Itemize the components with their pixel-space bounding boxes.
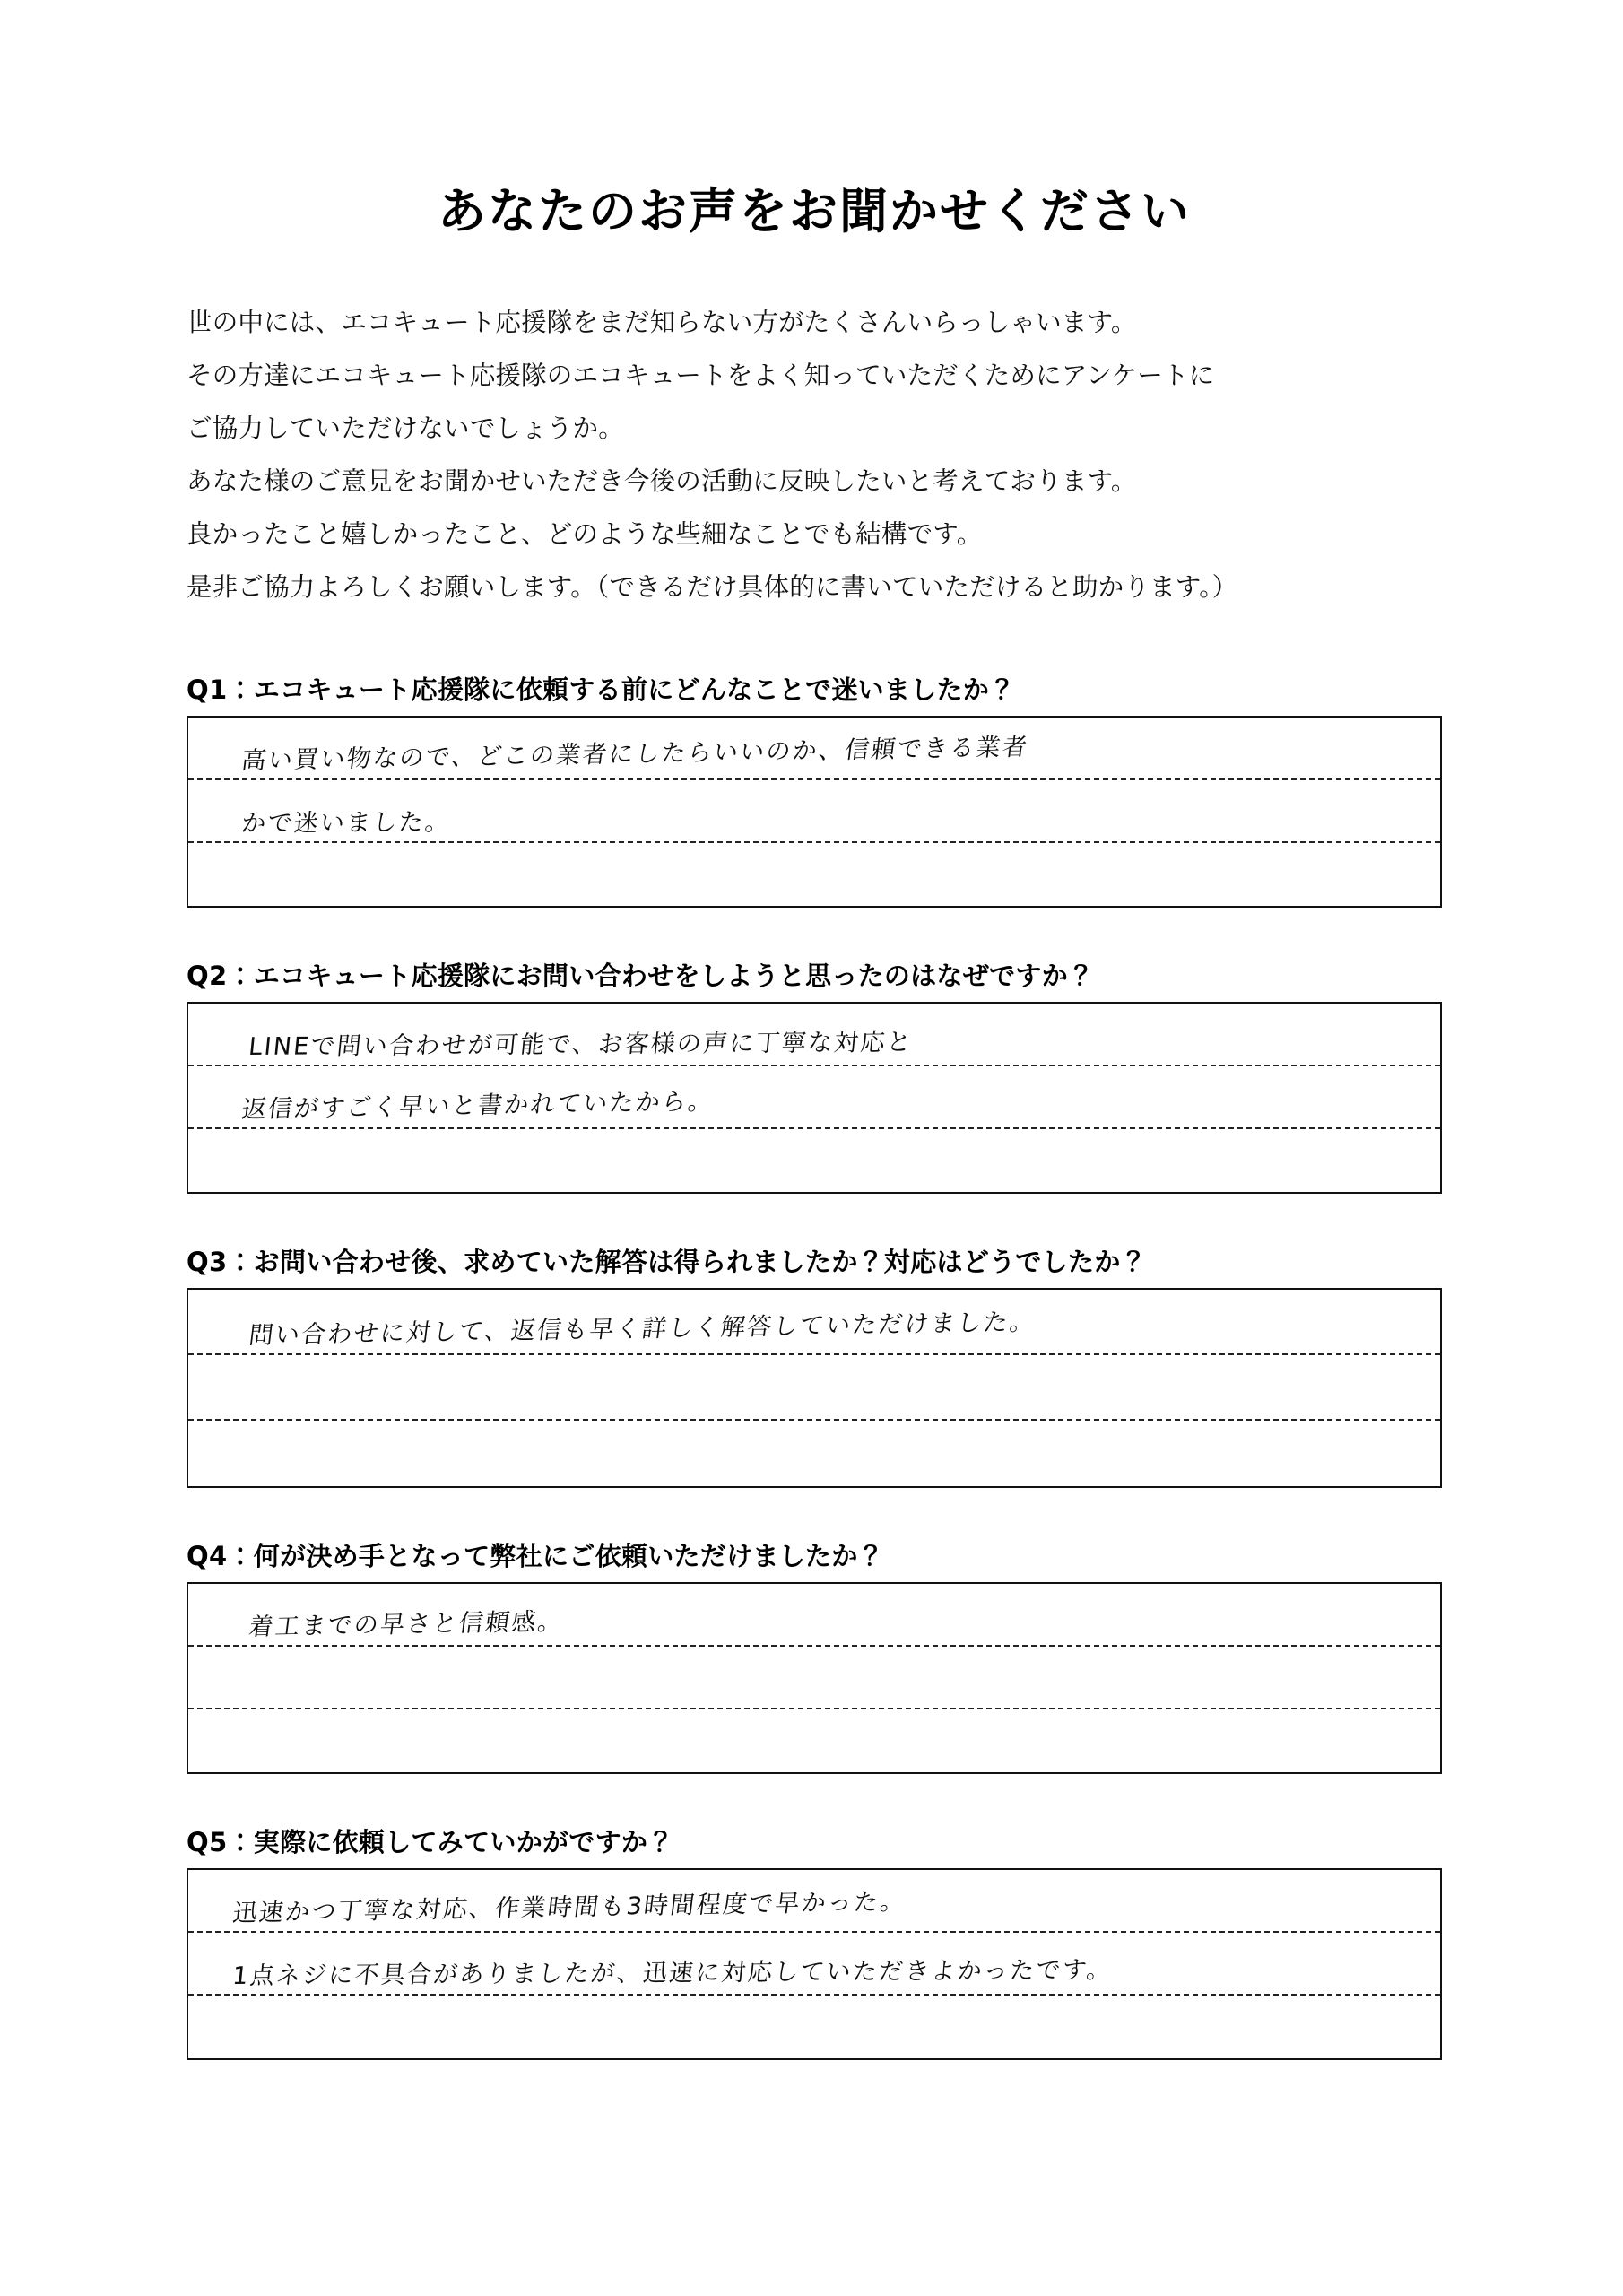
intro-line-5: 良かったこと嬉しかったこと、どのような些細なことでも結構です。 [187, 520, 983, 550]
answer-row[interactable] [188, 1933, 1440, 1996]
answer-box-q4[interactable] [187, 1582, 1442, 1774]
question-label-q1: Q1：エコキュート応援隊に依頼する前にどんなことで迷いましたか？ [187, 674, 1016, 706]
intro-line-6: 是非ご協力よろしくお願いします。（できるだけ具体的に書いていただけると助かります。） [187, 573, 1238, 603]
answer-row[interactable] [188, 780, 1440, 843]
handwritten-answer-line: 着工までの早さと信頼感。 [247, 1607, 566, 1642]
question-block-q4 [187, 1536, 1442, 1774]
answer-row[interactable] [188, 843, 1440, 906]
survey-sheet [187, 135, 1442, 2060]
intro-line-3: ご協力していただけないでしょうか。 [187, 414, 624, 444]
answer-row[interactable] [188, 1355, 1440, 1421]
answer-row[interactable] [188, 1870, 1440, 1933]
question-block-q1 [187, 670, 1442, 908]
answer-box-q5[interactable] [187, 1868, 1442, 2060]
answer-row[interactable] [188, 1996, 1440, 2058]
page-title: あなたのお声をお聞かせください [438, 183, 1191, 239]
answer-row[interactable] [188, 1647, 1440, 1709]
question-label-q4: Q4：何が決め手となって弊社にご依頼いただけましたか？ [187, 1541, 884, 1572]
handwritten-answer-line: 1点ネジに不具合がありましたが、迅速に対応していただきよかったです。 [230, 1956, 1115, 1991]
question-block-q3 [187, 1242, 1442, 1488]
handwritten-answer-line: 返信がすごく早いと書かれていたから。 [239, 1087, 716, 1125]
answer-row[interactable] [188, 1129, 1440, 1192]
question-label-q3: Q3：お問い合わせ後、求めていた解答は得られましたか？対応はどうでしたか？ [187, 1247, 1147, 1278]
handwritten-answer-line: かで迷いました。 [239, 808, 453, 839]
answer-row[interactable] [188, 1004, 1440, 1066]
answer-row[interactable] [188, 1421, 1440, 1486]
answer-box-q2[interactable] [187, 1002, 1442, 1194]
question-block-q5 [187, 1822, 1442, 2060]
question-label-q2: Q2：エコキュート応援隊にお問い合わせをしようと思ったのはなぜですか？ [187, 961, 1095, 992]
handwritten-answer-line: 迅速かつ丁寧な対応、作業時間も3時間程度で早かった。 [230, 1888, 908, 1928]
intro-paragraph [187, 297, 1442, 614]
answer-box-q1[interactable] [187, 716, 1442, 908]
handwritten-answer-line: 高い買い物なので、どこの業者にしたらいいのか、信頼できる業者 [239, 733, 1031, 776]
answer-row[interactable] [188, 1290, 1440, 1355]
answer-box-q3[interactable] [187, 1288, 1442, 1488]
handwritten-answer-line: LINEで問い合わせが可能で、お客様の声に丁寧な対応と [247, 1028, 915, 1062]
answer-row[interactable] [188, 718, 1440, 780]
intro-line-1: 世の中には、エコキュート応援隊をまだ知らない方がたくさんいらっしゃいます。 [187, 309, 1137, 338]
handwritten-answer-line: 問い合わせに対して、返信も早く詳しく解答していただけました。 [247, 1308, 1038, 1351]
intro-line-2: その方達にエコキュート応援隊のエコキュートをよく知っていただくためにアンケートに [187, 361, 1215, 391]
answer-row[interactable] [188, 1584, 1440, 1647]
intro-line-4: あなた様のご意見をお聞かせいただき今後の活動に反映したいと考えております。 [187, 467, 1137, 497]
answer-row[interactable] [188, 1709, 1440, 1772]
answer-row[interactable] [188, 1066, 1440, 1129]
question-block-q2 [187, 956, 1442, 1194]
question-label-q5: Q5：実際に依頼してみていかがですか？ [187, 1827, 674, 1858]
